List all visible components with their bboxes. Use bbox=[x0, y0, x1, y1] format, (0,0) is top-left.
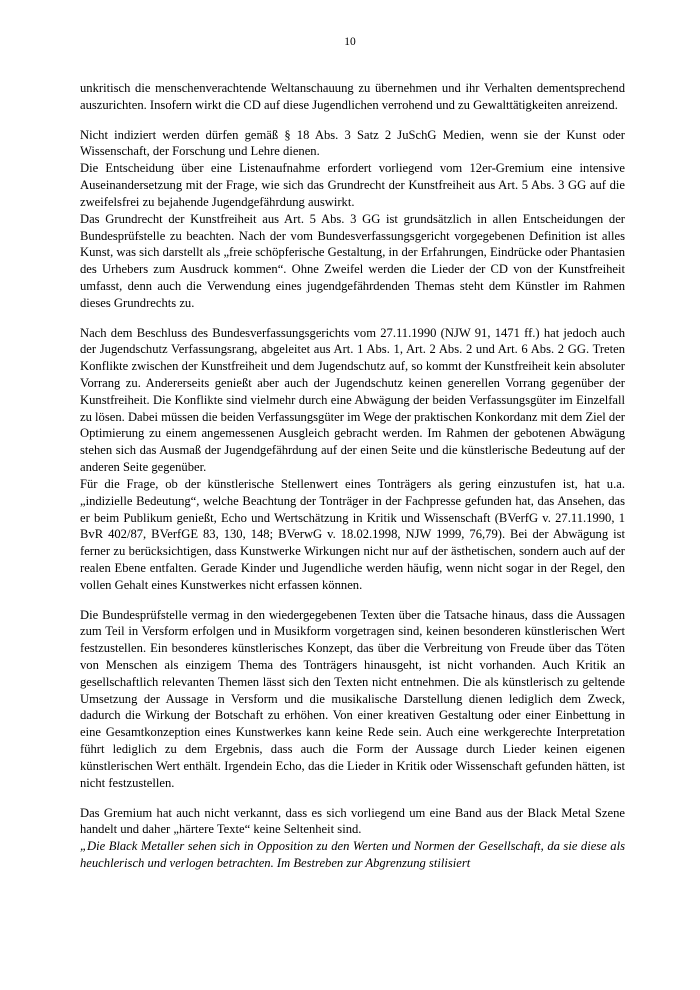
page-number: 10 bbox=[344, 36, 356, 48]
paragraph: Die Bundesprüfstelle vermag in den wiedergegebenen Texten über die Tatsache hinaus, dass die Aussagen zum Teil in Versform erfolgen und in Musikform vorgetragen sind, keinen besonderen künstlerischen Wert festzustellen. Ein besonderes künstlerisches Konzept, das über die Verbreitung von Freude über das Töten von Menschen als einzigem Thema des Tonträgers hinausgeht, ist nicht vorhanden. Auch Kritik an gesellschaftlich relevanten Themen lässt sich den Texten nicht entnehmen. Die als künstlerisch zu geltende Umsetzung der Aussage in Versform und die musikalische Darstellung dienen lediglich dem Zweck, dadurch die Wirkung der Botschaft zu erhöhen. Von einer kreativen Gestaltung oder einer Einbettung in eine Gesamtkonzeption eines Kunstwerkes kann keine Rede sein. Auch eine werkgerechte Interpretation führt lediglich zu dem Ergebnis, dass auch die Form der Aussage durch Lieder keinen eigenen künstlerischen Wert enthält. Irgendein Echo, das die Lieder in Kritik oder Wissenschaft gefunden hätten, ist nicht festzustellen. bbox=[80, 607, 625, 790]
paragraph: Nach dem Beschluss des Bundesverfassungsgerichts vom 27.11.1990 (NJW 91, 1471 ff.) hat jedoch auch der Jugendschutz Verfassungsrang, abgeleitet aus Art. 1 Abs. 1, Art. 2 Abs. 2 und Art. 6 Abs. 2 GG. Treten Konflikte zwischen der Kunstfreiheit und dem Jugendschutz auf, so kommt der Kunstfreiheit kein absoluter Vorrang zu. Andererseits genießt aber auch der Jugendschutz keinen generellen Vorrang gegenüber der Kunstfreiheit. Die Konflikte sind vielmehr durch eine Abwägung der beiden Verfassungsgüter im Einzelfall zu lösen. Dabei müssen die beiden Verfassungsgüter im Wege der praktischen Konkordanz mit dem Ziel der Optimierung zu einem angemessenen Ausgleich gebracht werden. Im Rahmen der gebotenen Abwägung stehen sich das Ausmaß der Jugendgefährdung auf der einen Seite und die künstlerische Bedeutung auf der anderen Seite gegenüber. bbox=[80, 325, 625, 475]
paragraph: unkritisch die menschenverachtende Weltanschauung zu übernehmen und ihr Verhalten dementsprechend auszurichten. Insofern wirkt die CD auf diese Jugendlichen verrohend und zu Gewalttätigkeiten anreizend. bbox=[80, 81, 625, 112]
paragraph: Für die Frage, ob der künstlerische Stellenwert eines Tonträgers als gering einzustufen ist, hat u.a. „indizielle Bedeutung“, welche Beachtung der Tonträger in der Fachpresse gefunden hat, das Ansehen, das er beim Publikum genießt, Echo und Wertschätzung in Kritik und Wissenschaft (BVerfG v. 27.11.1990, 1 BvR 402/87, BVerfGE 83, 130, 148; BVerwG v. 18.02.1998, NJW 1999, 76,79). Bei der Abwägung ist ferner zu berücksichtigen, dass Kunstwerke Wirkungen nicht nur auf der ästhetischen, sondern auch auf der realen Ebene entfalten. Gerade Kinder und Jugendliche werden häufig, wenn nicht sogar in der Regel, den vollen Gehalt eines Kunstwerkes nicht erfassen können. bbox=[80, 476, 625, 592]
paragraph: Die Entscheidung über eine Listenaufnahme erfordert vorliegend vom 12er-Gremium eine intensive Auseinandersetzung mit der Frage, wie sich das Grundrecht der Kunstfreiheit aus Art. 5 Abs. 3 GG auf die zweifelsfrei zu bejahende Jugendgefährdung auswirkt. bbox=[80, 161, 625, 209]
paragraph: Nicht indiziert werden dürfen gemäß § 18 Abs. 3 Satz 2 JuSchG Medien, wenn sie der Kunst oder Wissenschaft, der Forschung und Lehre dienen. bbox=[80, 127, 625, 159]
page-body bbox=[80, 80, 625, 872]
paragraph-quote: „Die Black Metaller sehen sich in Opposition zu den Werten und Normen der Gesellschaft, da sie diese als heuchlerisch und verlogen betrachten. Im Bestreben zur Abgrenzung stilisiert bbox=[80, 839, 625, 870]
paragraph: Das Gremium hat auch nicht verkannt, dass es sich vorliegend um eine Band aus der Black Metal Szene handelt und daher „härtere Texte“ keine Seltenheit sind. bbox=[80, 805, 625, 837]
paragraph: Das Grundrecht der Kunstfreiheit aus Art. 5 Abs. 3 GG ist grundsätzlich in allen Entscheidungen der Bundesprüfstelle zu beachten. Nach der vom Bundesverfassungsgericht vorgegebenen Definition ist alles Kunst, was sich darstellt als „freie schöpferische Gestaltung, in der Erfahrungen, Eindrücke oder Phantasien des Urhebers zum Ausdruck kommen“. Ohne Zweifel werden die Lieder der CD von der Kunstfreiheit umfasst, denn auch die Verwendung eines jugendgefährdenden Themas steht dem Künstler im Rahmen dieses Grundrechts zu. bbox=[80, 211, 625, 310]
